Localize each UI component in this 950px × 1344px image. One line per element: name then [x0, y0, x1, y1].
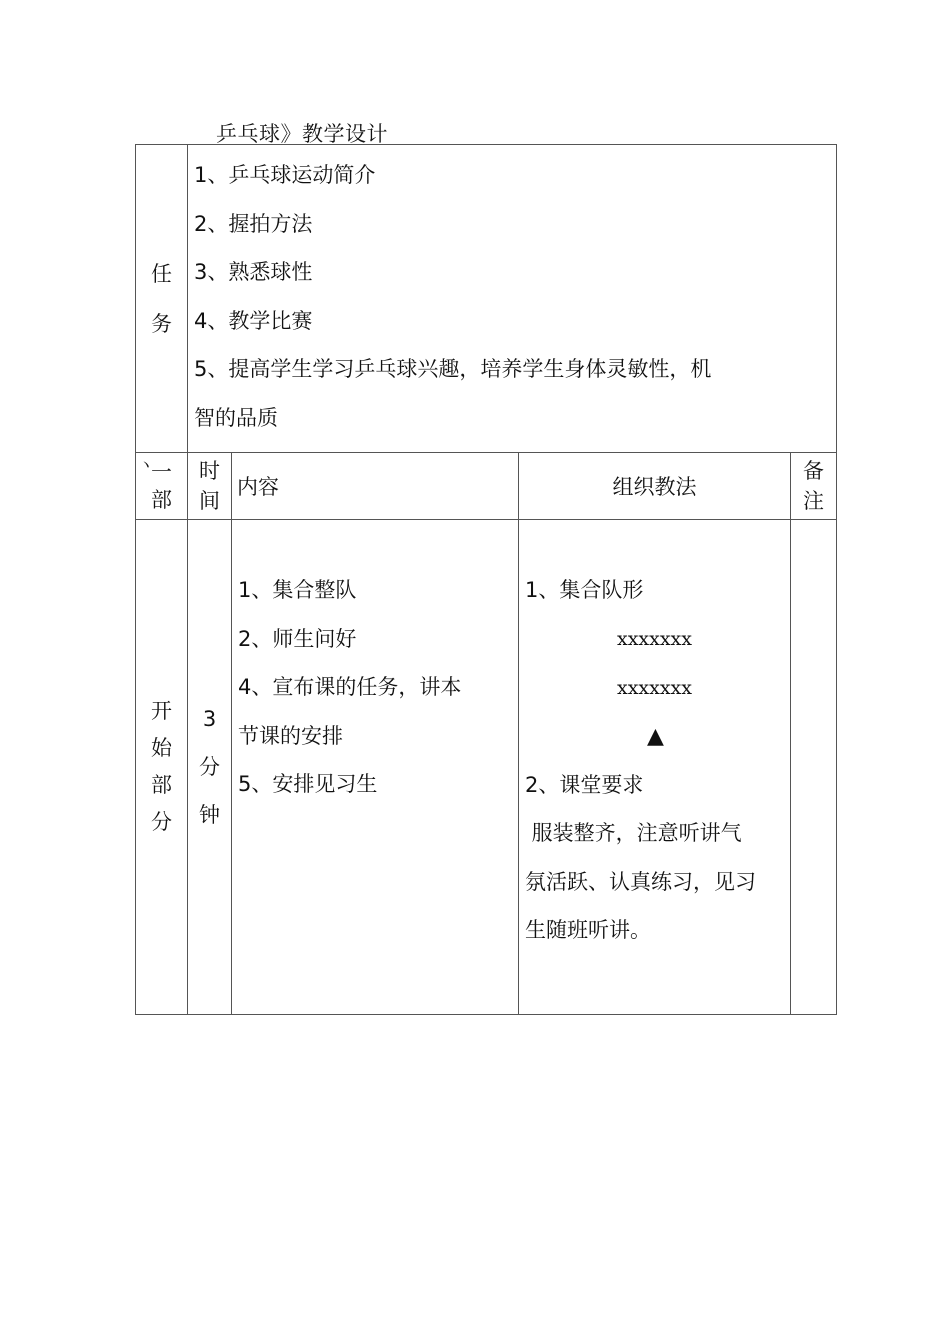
part-label-char: 分 — [151, 810, 172, 834]
requirement-line: 氛活跃、认真练习，见习 — [525, 869, 756, 894]
table-header-row — [136, 453, 837, 520]
start-section-row — [136, 520, 837, 1015]
requirement-line: 服装整齐，注意听讲气 — [525, 821, 742, 845]
task-list-cell — [188, 145, 837, 453]
start-part-label — [136, 520, 188, 1015]
teacher-triangle-icon: ▲ — [647, 723, 664, 749]
part-label-char: 开 — [151, 699, 172, 723]
task-item: 4、教学比赛 — [194, 308, 313, 333]
content-item: 5、安排见习生 — [238, 772, 378, 796]
time-label-char: 3 — [202, 707, 217, 731]
task-item: 5、提高学生学习乒乓球兴趣，培养学生身体灵敏性，机 — [194, 357, 712, 381]
task-item: 1、乒乓球运动简介 — [194, 163, 376, 187]
task-label-char: 任 — [151, 261, 172, 286]
task-row — [136, 145, 837, 453]
content-item: 4、宣布课的任务，讲本 — [238, 675, 462, 699]
requirement-title: 2、课堂要求 — [525, 772, 644, 797]
task-item: 2、握拍方法 — [194, 211, 313, 236]
start-remark-cell — [791, 520, 837, 1015]
header-remark-char: 注 — [803, 489, 825, 513]
header-time-char: 间 — [199, 489, 220, 513]
task-label-cell — [136, 145, 188, 453]
header-part-char: 一 — [151, 460, 172, 484]
header-part — [136, 453, 188, 520]
start-time-label — [188, 520, 232, 1015]
content-item: 节课的安排 — [238, 723, 343, 748]
time-label-char: 钟 — [199, 803, 220, 827]
header-content: 内容 — [232, 453, 519, 520]
document-title: 乒乓球》教学设计 — [216, 122, 388, 146]
header-part-char: 部 — [151, 488, 172, 512]
header-remark-char: 备 — [803, 459, 825, 483]
formation-row: xxxxxxx — [616, 627, 692, 650]
header-time — [188, 453, 232, 520]
time-label-char: 分 — [199, 755, 220, 779]
content-item: 1、集合整队 — [238, 578, 357, 602]
formation-title: 1、集合队形 — [525, 578, 644, 602]
part-label-char: 部 — [151, 773, 172, 797]
part-label-char: 始 — [151, 736, 172, 760]
requirement-line: 生随班听讲。 — [525, 918, 651, 942]
formation-row: xxxxxxx — [616, 676, 692, 699]
task-label-char: 务 — [151, 311, 172, 336]
lesson-plan-table — [135, 144, 837, 1015]
header-method: 组织教法 — [519, 453, 791, 520]
header-remark — [791, 453, 837, 520]
start-content-cell — [232, 520, 519, 1015]
task-item: 3、熟悉球性 — [194, 260, 313, 284]
content-item: 2、师生问好 — [238, 626, 357, 651]
task-item: 智的品质 — [194, 405, 278, 430]
start-method-cell — [519, 520, 791, 1015]
header-mark: ヽ — [138, 455, 155, 474]
header-time-char: 时 — [199, 459, 220, 483]
